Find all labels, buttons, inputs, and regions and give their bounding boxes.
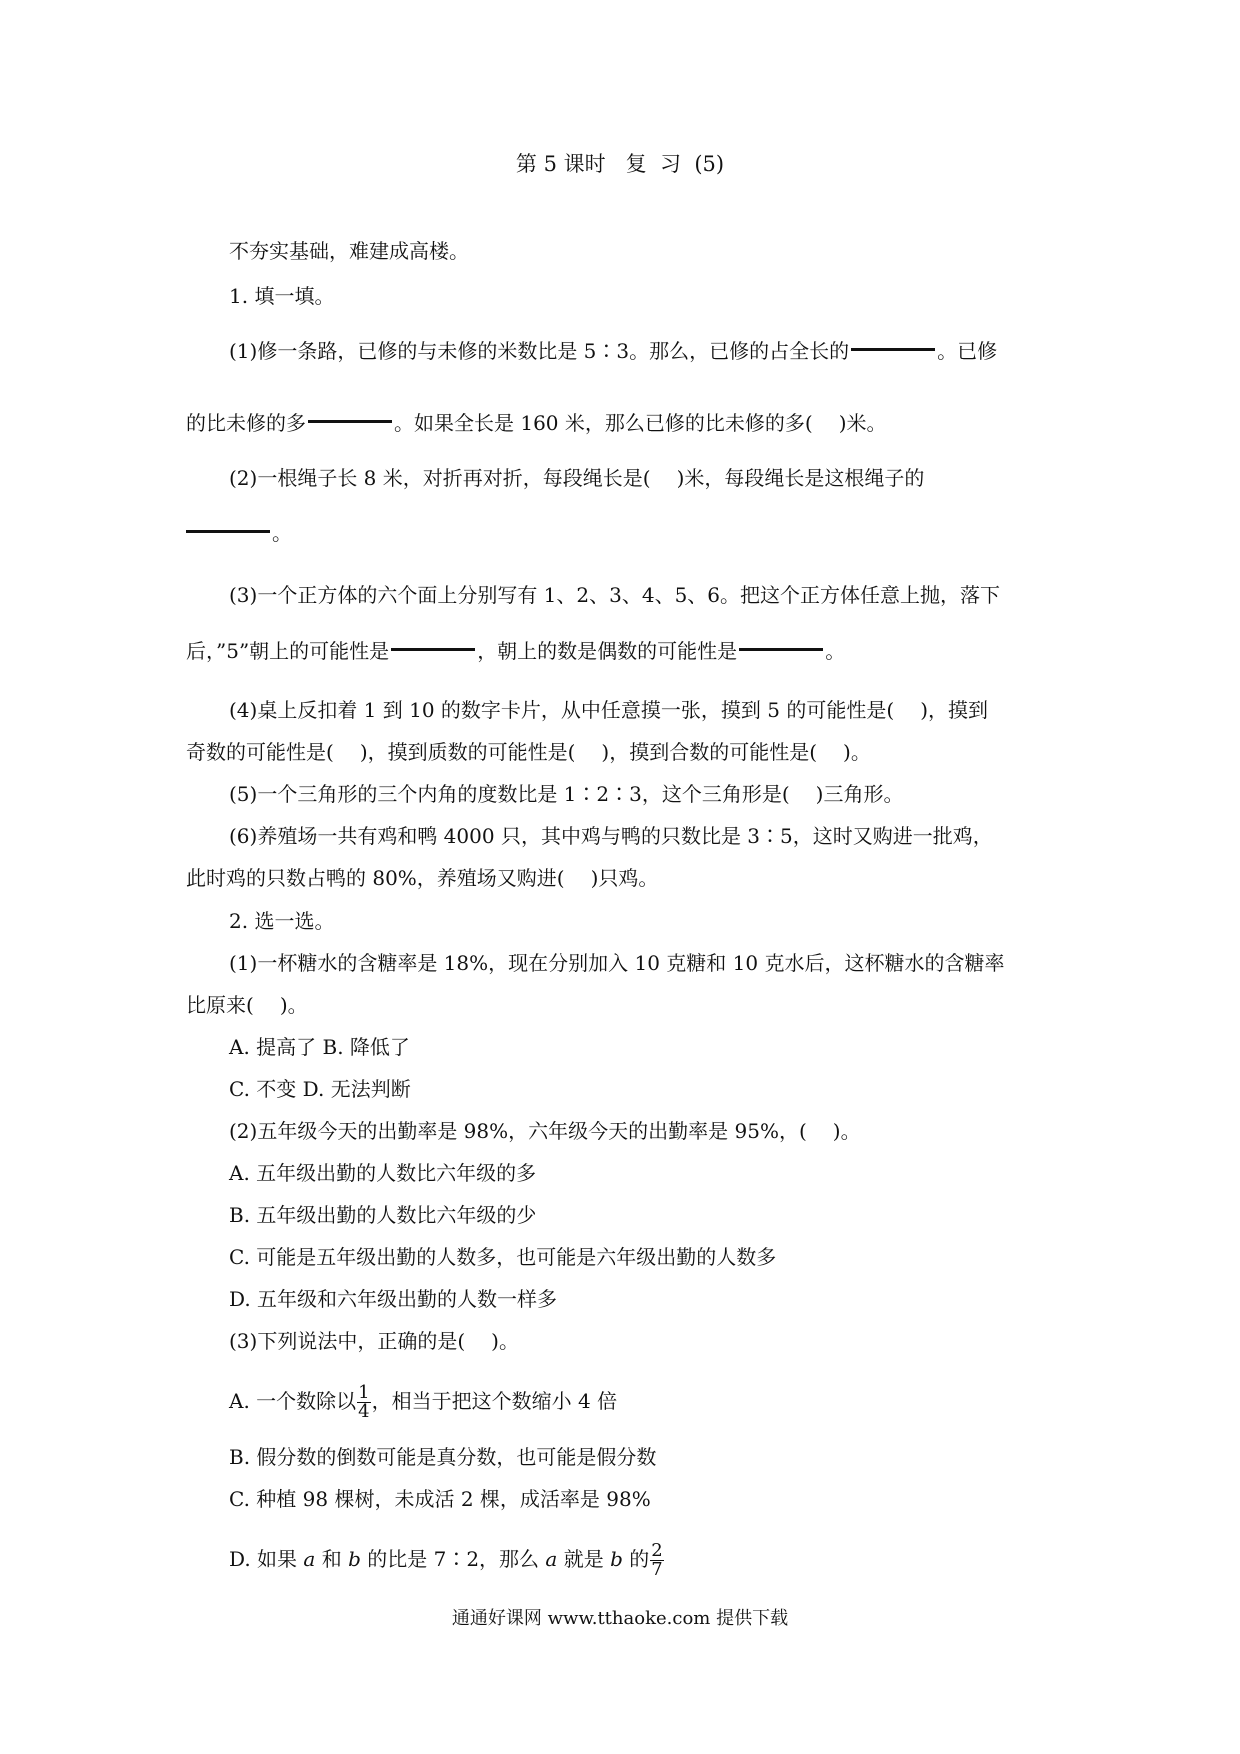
option-c[interactable]: C. 种植 98 棵树，未成活 2 棵，成活率是 98%: [229, 1487, 651, 1511]
question-text: (4)桌上反扣着 1 到 10 的数字卡片，从中任意摸一张，摸到 5 的可能性是(: [229, 698, 895, 722]
question-2-1-line-1: (1)一杯糖水的含糖率是 18%，现在分别加入 10 克糖和 10 克水后，这杯糖水的含糖率: [229, 951, 1005, 975]
question-1-4-line-2: [186, 739, 871, 765]
question-text: 奇数的可能性是(: [186, 740, 334, 764]
option-ab[interactable]: A. 提高了 B. 降低了: [229, 1035, 410, 1059]
option-text: 和: [315, 1547, 349, 1571]
question-text: 。: [825, 639, 846, 663]
option-a[interactable]: A. 五年级出勤的人数比六年级的多: [229, 1161, 537, 1185]
question-2-3: [229, 1328, 519, 1354]
fraction: [357, 1384, 370, 1421]
fraction-denominator: 7: [651, 1559, 663, 1580]
question-1-2-line-1: [229, 465, 924, 491]
question-1-3-line-2: [186, 638, 845, 664]
fraction-numerator: 2: [651, 1540, 663, 1561]
section-1-heading: 1. 填一填。: [229, 284, 335, 308]
question-text: )，摸到合数的可能性是(: [601, 740, 818, 764]
option-text: D. 如果: [229, 1547, 304, 1571]
question-text: )米。: [838, 411, 887, 435]
question-1-5: [229, 781, 903, 807]
question-2-2: [229, 1118, 861, 1144]
answer-blank[interactable]: [186, 530, 270, 533]
option-b[interactable]: B. 假分数的倒数可能是真分数，也可能是假分数: [229, 1445, 657, 1469]
option-text: A. 一个数除以: [229, 1389, 357, 1413]
question-text: (2)五年级今天的出勤率是 98%，六年级今天的出勤率是 95%，(: [229, 1119, 807, 1143]
fraction-denominator: 4: [358, 1401, 370, 1422]
page-title: 第 5 课时 复 习 (5): [515, 152, 725, 176]
question-text: 比原来(: [186, 993, 254, 1017]
option-a[interactable]: [229, 1384, 617, 1421]
option-d[interactable]: D. 五年级和六年级出勤的人数一样多: [229, 1287, 558, 1311]
question-text: 。已修: [937, 339, 998, 363]
question-text: ，朝上的数是偶数的可能性是: [477, 639, 738, 663]
option-text: 就是: [557, 1547, 611, 1571]
option-c[interactable]: C. 可能是五年级出勤的人数多，也可能是六年级出勤的人数多: [229, 1245, 777, 1269]
question-text: )，摸到质数的可能性是(: [359, 740, 576, 764]
question-text: )。: [279, 993, 308, 1017]
option-text: ，相当于把这个数缩小 4 倍: [371, 1389, 618, 1413]
question-1-2-line-2: [186, 520, 292, 546]
question-text: 后，”5”朝上的可能性是: [186, 639, 390, 663]
question-1-4-line-1: [229, 697, 988, 723]
question-text: 的比未修的多: [186, 411, 306, 435]
question-text: (5)一个三角形的三个内角的度数比是 1∶2∶3，这个三角形是(: [229, 782, 790, 806]
question-1-1-line-2: [186, 410, 887, 436]
question-text: (1)修一条路，已修的与未修的米数比是 5∶3。那么，已修的占全长的: [229, 339, 850, 363]
option-text: 的比是 7∶2，那么: [360, 1547, 546, 1571]
variable-a: a: [303, 1547, 316, 1571]
motto: 不夯实基础，难建成高楼。: [229, 239, 469, 263]
question-text: )。: [491, 1329, 519, 1353]
question-text: 。: [272, 521, 292, 545]
question-text: 此时鸡的只数占鸭的 80%，养殖场又购进(: [186, 866, 565, 890]
fraction-numerator: 1: [358, 1382, 370, 1403]
question-text: 。如果全长是 160 米，那么已修的比未修的多(: [394, 411, 813, 435]
answer-blank[interactable]: [391, 648, 475, 651]
answer-blank[interactable]: [739, 648, 823, 651]
question-text: (3)下列说法中，正确的是(: [229, 1329, 466, 1353]
question-1-1-line-1: [229, 338, 997, 364]
question-text: )。: [843, 740, 871, 764]
question-1-6-line-1: (6)养殖场一共有鸡和鸭 4000 只，其中鸡与鸭的只数比是 3∶5，这时又购进一批鸡，: [229, 824, 993, 848]
answer-blank[interactable]: [308, 420, 392, 423]
question-text: )三角形。: [815, 782, 904, 806]
variable-b: b: [610, 1547, 623, 1571]
footer-source: 通通好课网 www.tthaoke.com 提供下载: [451, 1608, 789, 1629]
section-2-heading: 2. 选一选。: [229, 909, 335, 933]
question-1-6-line-2: [186, 865, 658, 891]
option-text: 的: [622, 1547, 650, 1571]
option-b[interactable]: B. 五年级出勤的人数比六年级的少: [229, 1203, 537, 1227]
fraction: [650, 1542, 663, 1579]
option-cd[interactable]: C. 不变 D. 无法判断: [229, 1077, 411, 1101]
answer-blank[interactable]: [851, 348, 935, 351]
question-text: (2)一根绳子长 8 米，对折再对折，每段绳长是(: [229, 466, 651, 490]
question-text: )只鸡。: [590, 866, 659, 890]
question-text: )。: [832, 1119, 861, 1143]
question-1-3-line-1: (3)一个正方体的六个面上分别写有 1、2、3、4、5、6。把这个正方体任意上抛，落下: [229, 583, 1001, 607]
question-text: )米，每段绳长是这根绳子的: [676, 466, 925, 490]
variable-a: a: [545, 1547, 558, 1571]
option-d[interactable]: [229, 1542, 665, 1579]
question-text: )，摸到: [920, 698, 988, 722]
question-2-1-line-2: [186, 992, 308, 1018]
variable-b: b: [348, 1547, 361, 1571]
